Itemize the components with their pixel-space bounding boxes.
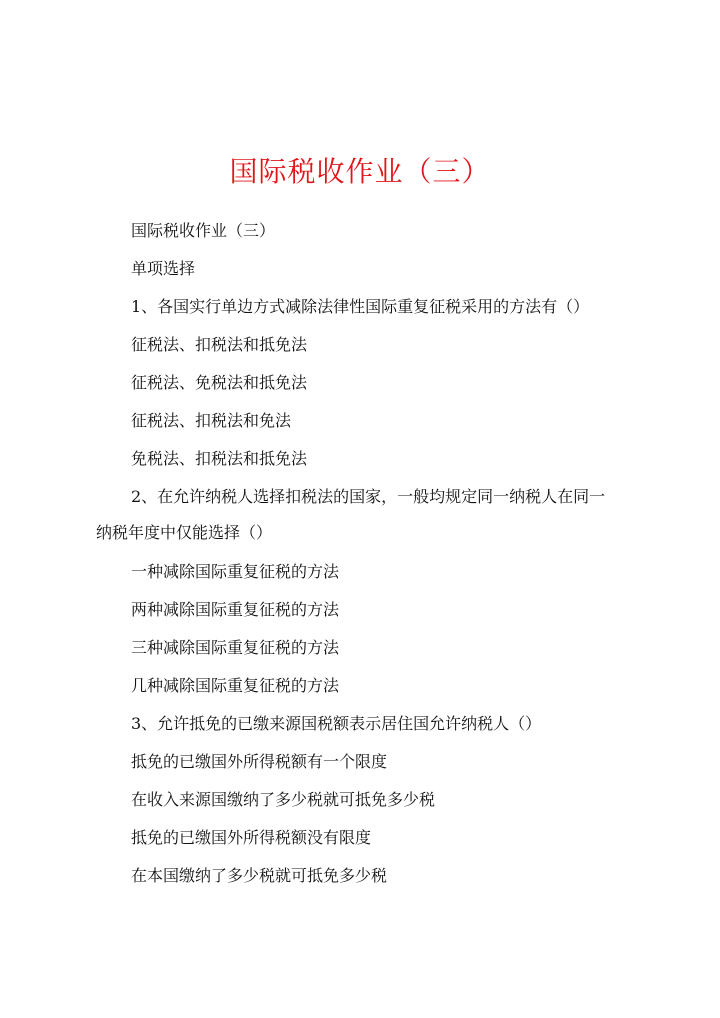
question-2-line-1: 2、在允许纳税人选择扣税法的国家，一般均规定同一纳税人在同一 <box>131 487 606 506</box>
document-subtitle: 国际税收作业（三） <box>131 221 276 240</box>
question-3-option-4: 在本国缴纳了多少税就可抵免多少税 <box>131 866 388 885</box>
question-2-option-3: 三种减除国际重复征税的方法 <box>131 638 340 657</box>
section-heading: 单项选择 <box>131 259 196 278</box>
question-2-option-1: 一种减除国际重复征税的方法 <box>131 562 340 581</box>
document-title: 国际税收作业（三） <box>229 155 491 188</box>
question-2-line-2: 纳税年度中仅能选择（） <box>96 523 273 542</box>
question-1-option-2: 征税法、免税法和抵免法 <box>131 373 308 392</box>
question-1-option-1: 征税法、扣税法和抵免法 <box>131 335 308 354</box>
question-3-option-3: 抵免的已缴国外所得税额没有限度 <box>131 828 372 847</box>
question-3-option-1: 抵免的已缴国外所得税额有一个限度 <box>131 752 388 771</box>
question-2-option-2: 两种减除国际重复征税的方法 <box>131 600 340 619</box>
question-2-option-4: 几种减除国际重复征税的方法 <box>131 676 340 695</box>
question-3: 3、允许抵免的已缴来源国税额表示居住国允许纳税人（） <box>131 714 542 733</box>
question-1-option-4: 免税法、扣税法和抵免法 <box>131 449 308 468</box>
question-1: 1、各国实行单边方式减除法律性国际重复征税采用的方法有（） <box>131 297 590 316</box>
question-1-option-3: 征税法、扣税法和免法 <box>131 411 292 430</box>
question-3-option-2: 在收入来源国缴纳了多少税就可抵免多少税 <box>131 790 436 809</box>
